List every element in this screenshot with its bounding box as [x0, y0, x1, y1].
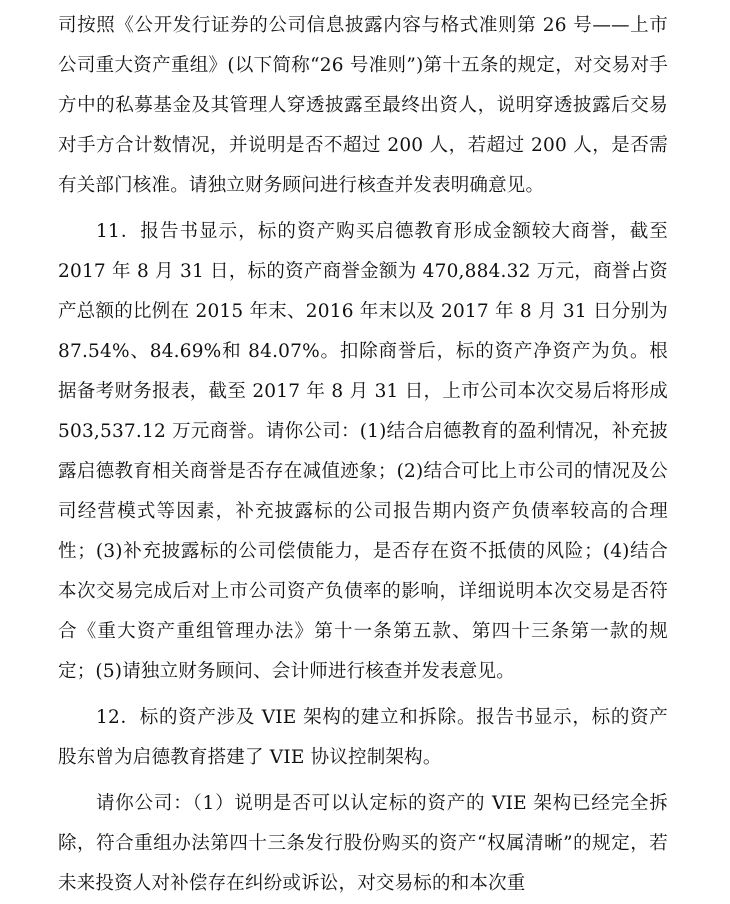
paragraph-continuation-10: 司按照《公开发行证券的公司信息披露内容与格式准则第 26 号——上市公司重大资产重组》(以下简称“26 号准则”)第十五条的规定，对交易对手方中的私募基金及其管理人穿透披露至最终出资人，说明穿透披露后交易对手方合计数情况，并说明是否不超过 200 人，若超过 200 人，是否需有关部门核准。请独立财务顾问进行核查并发表明确意见。: [58, 15, 668, 196]
paragraph-item-12-request: 请你公司：（1）说明是否可以认定标的资产的 VIE 架构已经完全拆除，符合重组办法第四十三条发行股份购买的资产“权属清晰”的规定，若未来投资人对补偿存在纠纷或诉讼，对交易标的和本次重: [58, 793, 668, 894]
paragraph-item-12: 12．标的资产涉及 VIE 架构的建立和拆除。报告书显示，标的资产股东曾为启德教育搭建了 VIE 协议控制架构。: [58, 707, 668, 768]
paragraph-item-11: 11．报告书显示，标的资产购买启德教育形成金额较大商誉，截至 2017 年 8 月 31 日，标的资产商誉金额为 470,884.32 万元，商誉占资产总额的比例在 2015 年末、2016 年末以及 2017 年 8 月 31 日分别为 87.54%、84.69%和 84.07%。扣除商誉后，标的资产净资产为负。根据备考财务报表，截至 2017 年 8 月 31 日，上市公司本次交易后将形成 503,537.12 万元商誉。请你公司：(1)结合启德教育的盈利情况，补充披露启德教育相关商誉是否存在减值迹象；(2)结合可比上市公司的情况及公司经营模式等因素，补充披露标的公司报告期内资产负债率较高的合理性；(3)补充披露标的公司偿债能力，是否存在资不抵债的风险；(4)结合本次交易完成后对上市公司资产负债率的影响，详细说明本次交易是否符合《重大资产重组管理办法》第十一条第五款、第四十三条第一款的规定；(5)请独立财务顾问、会计师进行核查并发表意见。: [58, 221, 668, 682]
